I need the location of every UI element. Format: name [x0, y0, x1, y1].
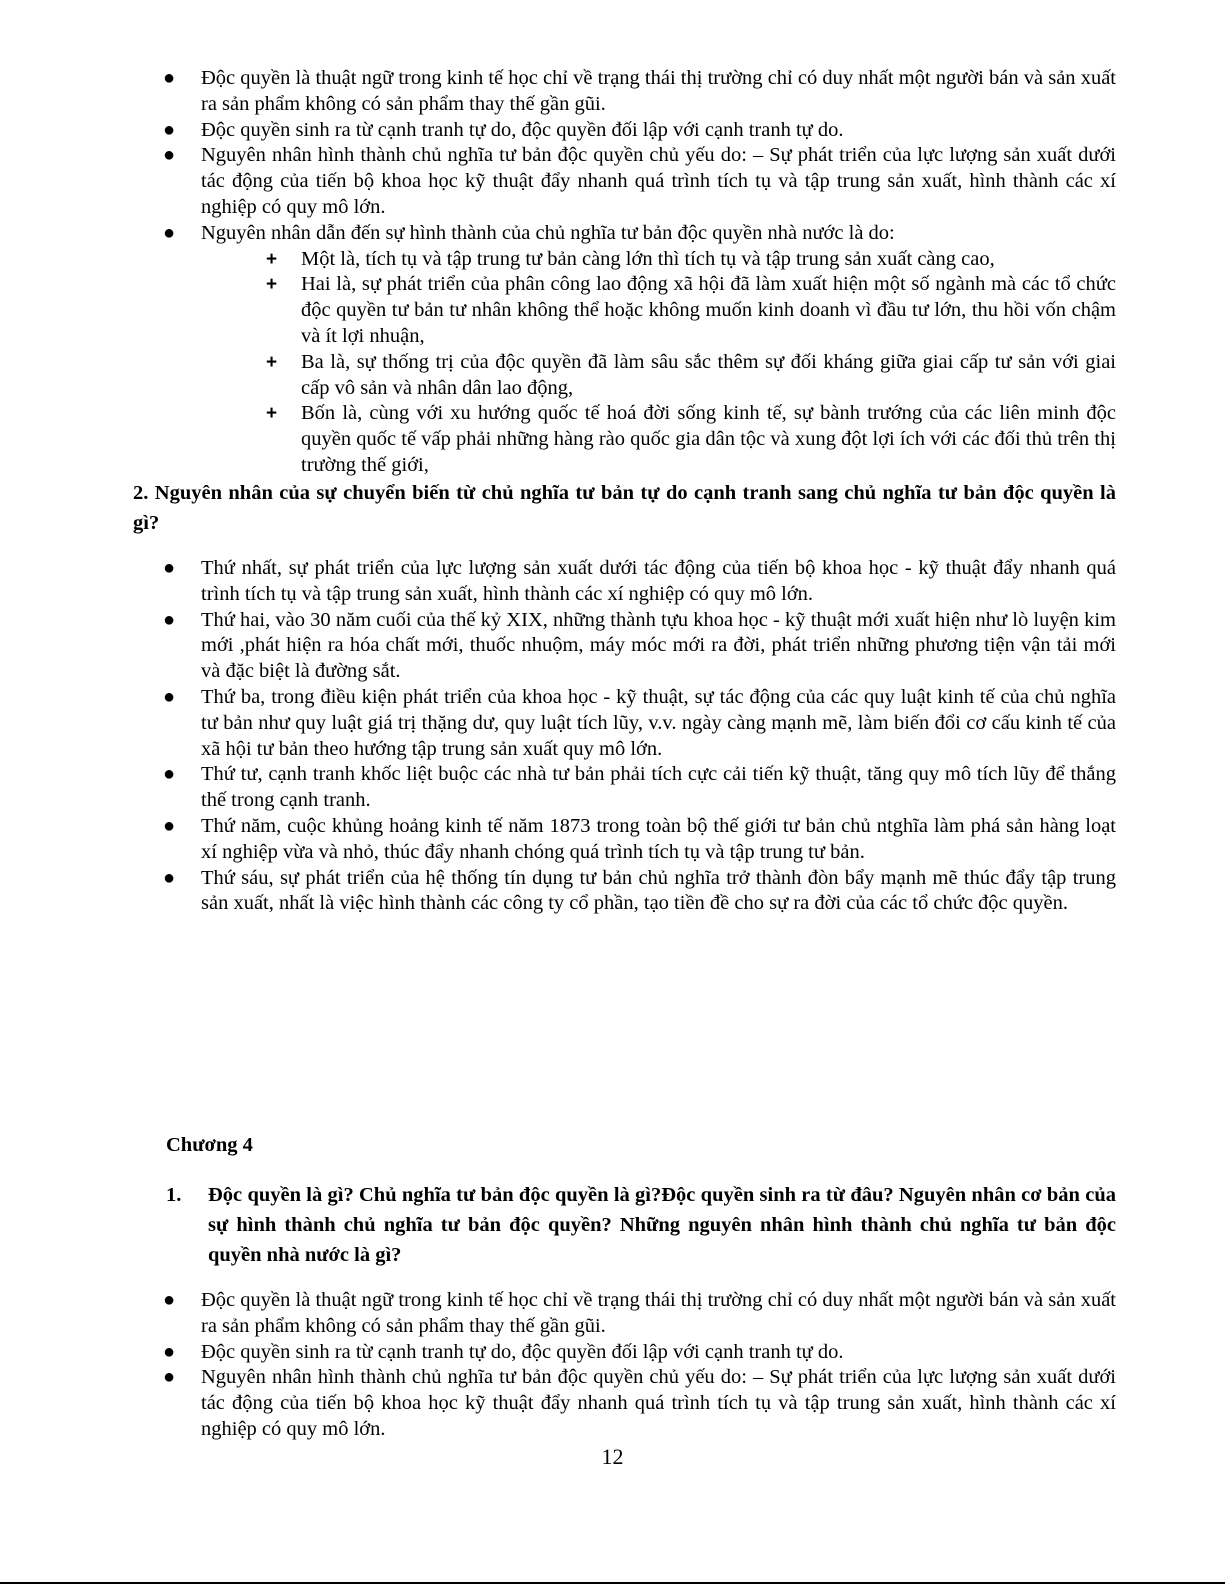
list-item: ● Thứ sáu, sự phát triển của hệ thống tín dụng tư bản chủ nghĩa trở thành đòn bẩy mạnh mẽ thúc đẩy tập trung sản xuất, nhất là việc hình thành các công ty cổ phần, tạo tiền đề cho sự ra đời của các tổ chức độc quyền. [163, 866, 1116, 915]
bullet-icon: ● [163, 144, 176, 167]
bullet-icon: ● [163, 685, 176, 708]
chapter-heading: Chương 4 [166, 1134, 253, 1156]
footer-divider [0, 1582, 1225, 1584]
list-item: ● Thứ tư, cạnh tranh khốc liệt buộc các nhà tư bản phải tích cực cải tiến kỹ thuật, tăng quy mô tích lũy để thắng thế trong cạnh tranh. [163, 763, 1116, 812]
question-1-heading [166, 1180, 1116, 1270]
plus-icon: + [266, 403, 278, 425]
list-item: ● Thứ hai, vào 30 năm cuối của thế kỷ XIX, những thành tựu khoa học - kỹ thuật mới xuất hiện như lò luyện kim mới ,phát hiện ra hóa chất mới, thuốc nhuộm, máy móc mới ra đời, phát triển những phương tiện vận tải mới và đặc biệt là đường sắt. [163, 608, 1116, 683]
list-item: ● Độc quyền sinh ra từ cạnh tranh tự do, độc quyền đối lập với cạnh tranh tự do. [0, 118, 1116, 144]
question-text: Độc quyền là gì? Chủ nghĩa tư bản độc quyền là gì?Độc quyền sinh ra từ đâu? Nguyên nhân cơ bản của sự hình thành chủ nghĩa tư bản độc quyền? Những nguyên nhân hình thành chủ nghĩa tư bản độc quyền nhà nước là gì? [208, 1184, 1116, 1266]
list-item: ● Độc quyền sinh ra từ cạnh tranh tự do, độc quyền đối lập với cạnh tranh tự do. [0, 1340, 1116, 1366]
list-item: ● Thứ ba, trong điều kiện phát triển của khoa học - kỹ thuật, sự tác động của các quy luật kinh tế của chủ nghĩa tư bản như quy luật giá trị thặng dư, quy luật tích lũy, v.v. ngày càng mạnh mẽ, làm biến đổi cơ cấu kinh tế của xã hội tư bản theo hướng tập trung sản xuất quy mô lớn. [163, 685, 1116, 760]
sub-list-item: + Bốn là, cùng với xu hướng quốc tế hoá đời sống kinh tế, sự bành trướng của các liên minh độc quyền quốc tế vấp phải những hàng rào quốc gia dân tộc và xung đột lợi ích với các đối thủ trên thị trường thế giới, [266, 402, 1116, 476]
bullet-icon: ● [163, 557, 176, 579]
list-item: ● Thứ nhất, sự phát triển của lực lượng sản xuất dưới tác động của tiến bộ khoa học - kỹ thuật đẩy nhanh quá trình tích tụ và tập trung sản xuất, hình thành các xí nghiệp có quy mô lớn. [163, 557, 1116, 605]
bullet-icon: ● [163, 118, 176, 141]
list-item: ● Nguyên nhân dẫn đến sự hình thành của chủ nghĩa tư bản độc quyền nhà nước là do: + Một là, tích tụ và tập trung tư bản càng lớn thì tích tụ và tập trung sản xuất càng cao, + Hai là, sự phát triển của phân công lao động xã hội đã làm xuất hiện một số ngành mà các tổ chức độc quyền tư bản tư nhân không thể hoặc không muốn kinh doanh vì đầu tư lớn, thu hồi vốn chậm và ít lợi nhuận, + Ba là, sự thống trị của độc quyền đã làm sâu sắc thêm sự đối kháng giữa giai cấp tư sản với giai cấp vô sản và nhân dân lao động, + Bốn là, cùng với xu hướng quốc tế hoá đời sống kinh tế, sự bành trướng của các liên minh độc quyền quốc tế vấp phải những hàng rào quốc gia dân tộc và xung đột lợi ích với các đối thủ trên thị trường thế giới, [0, 221, 1116, 479]
bullet-icon: ● [163, 1340, 176, 1363]
list-item: ● Độc quyền là thuật ngữ trong kinh tế học chỉ về trạng thái thị trường chỉ có duy nhất một người bán và sản xuất ra sản phẩm không có sản phẩm thay thế gần gũi. [163, 1289, 1116, 1337]
bullet-icon: ● [163, 608, 176, 631]
bullet-icon: ● [163, 866, 176, 889]
plus-icon: + [266, 351, 278, 373]
bullet-icon: ● [163, 221, 176, 244]
sub-list [201, 247, 1116, 479]
question-2-heading: 2. Nguyên nhân của sự chuyển biến từ chủ nghĩa tư bản tự do cạnh tranh sang chủ nghĩa tư bản độc quyền là gì? [133, 482, 1116, 534]
page-number: 12 [601, 1444, 624, 1469]
bullet-icon: ● [163, 1289, 176, 1311]
list-item: ● Thứ năm, cuộc khủng hoảng kinh tế năm 1873 trong toàn bộ thế giới tư bản chủ ntghĩa làm phá sản hàng loạt xí nghiệp vừa và nhỏ, thúc đẩy nhanh chóng quá trình tích tụ và tập trung tư bản. [163, 814, 1116, 863]
plus-icon: + [266, 274, 278, 296]
list-item: ● Nguyên nhân hình thành chủ nghĩa tư bản độc quyền chủ yếu do: – Sự phát triển của lực lượng sản xuất dưới tác động của tiến bộ khoa học kỹ thuật đẩy nhanh quá trình tích tụ và tập trung sản xuất, hình thành các xí nghiệp có quy mô lớn. [163, 144, 1116, 218]
bullet-icon: ● [163, 814, 176, 837]
bottom-bullet-list [0, 1288, 1225, 1443]
question-number: 1. [166, 1184, 182, 1206]
bullet-icon: ● [163, 67, 176, 89]
list-item: ● Độc quyền là thuật ngữ trong kinh tế học chỉ về trạng thái thị trường chỉ có duy nhất một người bán và sản xuất ra sản phẩm không có sản phẩm thay thế gần gũi. [163, 67, 1116, 115]
list-item: ● Nguyên nhân hình thành chủ nghĩa tư bản độc quyền chủ yếu do: – Sự phát triển của lực lượng sản xuất dưới tác động của tiến bộ khoa học kỹ thuật đẩy nhanh quá trình tích tụ và tập trung sản xuất, hình thành các xí nghiệp có quy mô lớn. [163, 1366, 1116, 1440]
bullet-icon: ● [163, 1366, 176, 1389]
plus-icon: + [266, 248, 278, 270]
sub-list-item: + Ba là, sự thống trị của độc quyền đã làm sâu sắc thêm sự đối kháng giữa giai cấp tư sản với giai cấp vô sản và nhân dân lao động, [266, 350, 1116, 399]
sub-list-item: + Một là, tích tụ và tập trung tư bản càng lớn thì tích tụ và tập trung sản xuất càng cao, [301, 247, 1116, 273]
q2-bullet-list [0, 556, 1225, 917]
bullet-icon: ● [163, 763, 176, 786]
sub-list-item: + Hai là, sự phát triển của phân công lao động xã hội đã làm xuất hiện một số ngành mà các tổ chức độc quyền tư bản tư nhân không thể hoặc không muốn kinh doanh vì đầu tư lớn, thu hồi vốn chậm và ít lợi nhuận, [266, 273, 1116, 347]
top-bullet-list [0, 66, 1225, 479]
